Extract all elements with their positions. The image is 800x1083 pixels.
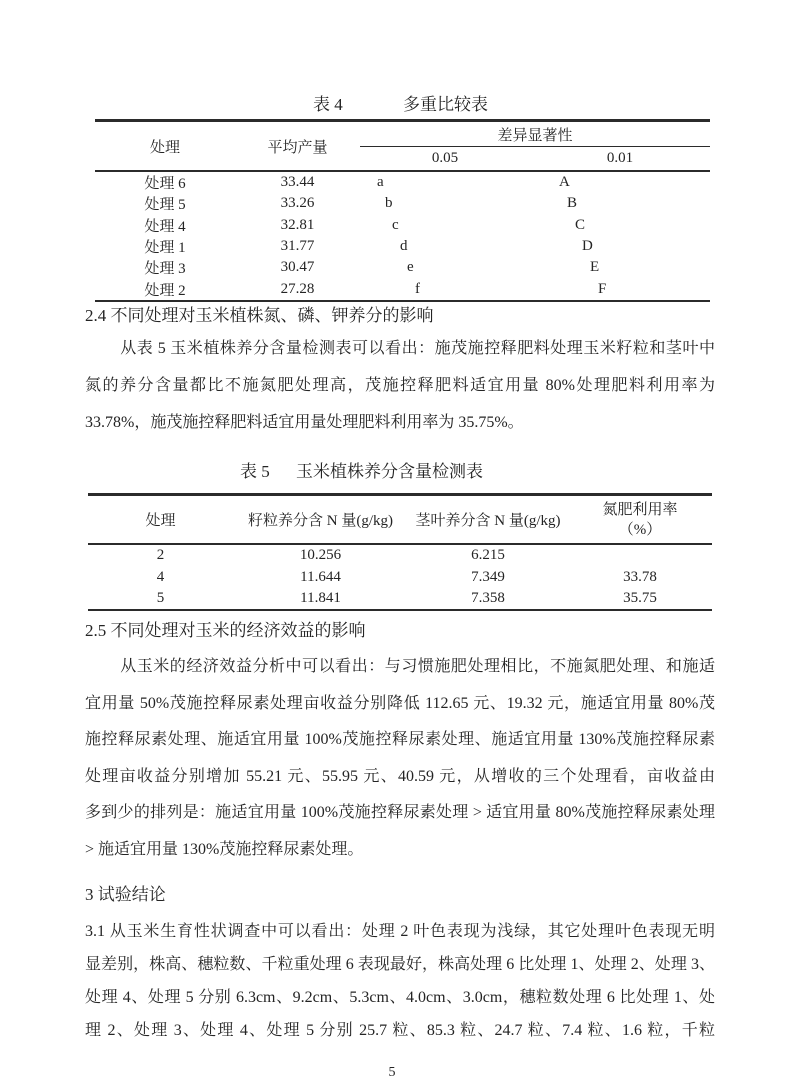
- text-line: > 施适宜用量 130%茂施控释尿素处理。: [85, 840, 364, 858]
- text-line: 从玉米的经济效益分析中可以看出：与习惯施肥处理相比，不施氮肥处理、和施适: [120, 658, 715, 675]
- cell-treatment: 处理 5: [144, 197, 186, 214]
- table-row: [95, 236, 710, 257]
- cell-avg-yield: 33.44: [280, 174, 315, 190]
- text-line: 氮的养分含量都比不施氮肥处理高，茂施控释肥料适宜用量 80%处理肥料利用率为: [85, 377, 715, 394]
- cell-stem-n: 6.215: [471, 547, 505, 563]
- table4-caption-title: 多重比较表: [403, 95, 488, 114]
- table5-nutrient-content: [88, 493, 712, 611]
- table5-caption: [240, 462, 483, 482]
- table4-caption-label: 表 4: [313, 95, 343, 114]
- table4-caption: [313, 95, 488, 115]
- text-line: 施控释尿素处理、施适宜用量 100%茂施控释尿素处理、施适宜用量 130%茂施控释尿素: [85, 731, 715, 748]
- table4-header-avg-yield: 平均产量: [235, 121, 360, 172]
- table5-header-stem-n: 茎叶养分含 N 量(g/kg): [408, 495, 568, 545]
- cell-sig-005: b: [385, 195, 393, 212]
- text-line: 多到少的排列是：施适宜用量 100%茂施控释尿素处理 > 适宜用量 80%茂施控释尿素处理: [85, 804, 715, 821]
- cell-treatment: 处理 3: [144, 261, 186, 278]
- table-row: [88, 544, 712, 566]
- cell-avg-yield: 27.28: [280, 280, 315, 297]
- section-2-5-paragraph: [85, 649, 715, 868]
- table4-header-treatment: 处理: [95, 121, 235, 172]
- cell-sig-001: C: [575, 216, 586, 233]
- table5-header-grain-n: 籽粒养分含 N 量(g/kg): [233, 495, 408, 545]
- table-row: [95, 257, 710, 278]
- text-line: 3.1 从玉米生育性状调查中可以看出：处理 2 叶色表现为浅绿，其它处理叶色表现无明: [85, 923, 715, 940]
- text-line: 处理亩收益分别增加 55.21 元、55.95 元、40.59 元，从增收的三个处理看，亩收益由: [85, 767, 715, 785]
- table4-header-row-1: [95, 121, 710, 147]
- cell-nue: [568, 544, 712, 566]
- cell-sig-001: E: [590, 259, 600, 276]
- cell-stem-n: 7.349: [471, 568, 505, 585]
- table4-header-significance: 差异显著性: [360, 121, 710, 147]
- section-2-4-paragraph: [85, 330, 715, 441]
- cell-avg-yield: 33.26: [280, 195, 315, 212]
- cell-sig-001: F: [598, 280, 607, 297]
- cell-treatment: 4: [156, 568, 165, 585]
- table5-header-nue: [568, 495, 712, 545]
- cell-sig-005: f: [415, 280, 420, 297]
- table4-header-p001: 0.01: [530, 147, 710, 172]
- section-3-1-paragraph: [85, 915, 715, 1047]
- text-line: 33.78%，施茂施控释肥料适宜用量处理肥料利用率为 35.75%。: [85, 414, 524, 431]
- table-row: [95, 193, 710, 214]
- table5-header-row: [88, 495, 712, 545]
- cell-nue: 35.75: [623, 590, 657, 606]
- cell-treatment: 处理 1: [144, 239, 186, 256]
- table-row: [95, 279, 710, 301]
- cell-sig-001: D: [582, 237, 593, 254]
- table4-multiple-comparison: [95, 119, 710, 302]
- cell-nue: 33.78: [623, 568, 657, 585]
- cell-treatment: 处理 4: [144, 218, 186, 235]
- cell-treatment: 处理 2: [144, 282, 186, 299]
- cell-sig-005: c: [392, 216, 399, 233]
- table5-header-treatment: 处理: [88, 495, 233, 545]
- table-row: [88, 566, 712, 588]
- cell-grain-n: 11.841: [300, 590, 341, 606]
- cell-grain-n: 10.256: [299, 547, 342, 563]
- text-line: 理 2、处理 3、处理 4、处理 5 分别 25.7 粒、85.3 粒、24.7 粒、7.4 粒、1.6 粒，千粒: [85, 1022, 715, 1039]
- cell-avg-yield: 30.47: [280, 259, 315, 276]
- cell-treatment: 2: [156, 547, 165, 563]
- text-line: 处理 4、处理 5 分别 6.3cm、9.2cm、5.3cm、4.0cm、3.0cm，穗粒数处理 6 比处理 1、处: [85, 989, 715, 1006]
- table5-caption-title: 玉米植株养分含量检测表: [296, 462, 483, 481]
- cell-avg-yield: 32.81: [280, 216, 315, 233]
- section-2-4-heading: 2.4 不同处理对玉米植株氮、磷、钾养分的影响: [85, 306, 434, 325]
- cell-sig-005: a: [377, 174, 384, 190]
- table-row: [95, 171, 710, 193]
- table5-header-nue-line1: 氮肥利用率: [602, 501, 678, 518]
- cell-sig-005: d: [400, 237, 408, 254]
- table5-header-nue-line2: （%）: [618, 521, 662, 538]
- text-line: 宜用量 50%茂施控释尿素处理亩收益分别降低 112.65 元、19.32 元，施适宜用量 80%茂: [85, 694, 715, 712]
- cell-grain-n: 11.644: [300, 568, 341, 585]
- cell-sig-005: e: [407, 259, 414, 276]
- section-3-heading: 3 试验结论: [85, 885, 166, 904]
- cell-stem-n: 7.358: [471, 590, 505, 606]
- page-number: 5: [388, 1065, 396, 1080]
- text-line: 显差别，株高、穗粒数、千粒重处理 6 表现最好，株高处理 6 比处理 1、处理 2、处理 3、: [85, 956, 715, 973]
- cell-treatment: 处理 6: [144, 176, 186, 192]
- cell-sig-001: A: [559, 174, 570, 190]
- cell-avg-yield: 31.77: [280, 237, 315, 254]
- table5-caption-label: 表 5: [240, 462, 270, 481]
- cell-treatment: 5: [156, 590, 165, 606]
- table-row: [95, 214, 710, 235]
- table4-header-p005: 0.05: [360, 147, 530, 172]
- section-2-5-heading: 2.5 不同处理对玉米的经济效益的影响: [85, 621, 366, 640]
- table-row: [88, 588, 712, 610]
- cell-sig-001: B: [567, 195, 578, 212]
- text-line: 从表 5 玉米植株养分含量检测表可以看出：施茂施控释肥料处理玉米籽粒和茎叶中: [120, 340, 715, 357]
